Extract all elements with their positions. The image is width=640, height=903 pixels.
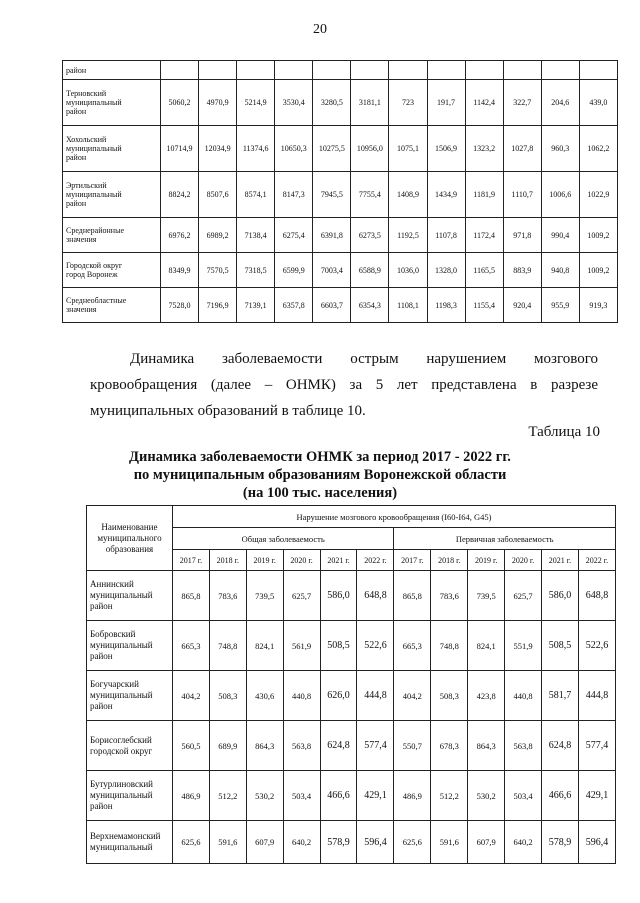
value-cell: 591,6 bbox=[431, 821, 468, 864]
value-cell: 1108,1 bbox=[389, 288, 427, 323]
value-cell: 10650,3 bbox=[275, 126, 313, 172]
value-cell: 563,8 bbox=[505, 721, 542, 771]
value-cell: 7003,4 bbox=[313, 253, 351, 288]
row-name-line: Городской округ bbox=[66, 261, 123, 270]
value-cell: 3280,5 bbox=[313, 80, 351, 126]
value-cell: 824,1 bbox=[246, 621, 283, 671]
value-cell: 1181,9 bbox=[465, 172, 503, 218]
value-cell: 748,8 bbox=[209, 621, 246, 671]
row-name-cell bbox=[87, 671, 173, 721]
value-cell: 1062,2 bbox=[579, 126, 617, 172]
row-name-line: район bbox=[90, 601, 113, 611]
title-line: по муниципальным образованиям Воронежской области bbox=[133, 467, 507, 483]
row-name-line: муниципальный bbox=[90, 590, 153, 600]
value-cell: 508,3 bbox=[431, 671, 468, 721]
value-cell: 8574,1 bbox=[237, 172, 275, 218]
value-cell: 1009,2 bbox=[579, 218, 617, 253]
value-cell: 8507,6 bbox=[199, 172, 237, 218]
value-cell: 865,8 bbox=[394, 571, 431, 621]
row-name-cell bbox=[63, 288, 161, 323]
value-cell: 640,2 bbox=[283, 821, 320, 864]
value-cell: 7318,5 bbox=[237, 253, 275, 288]
row-name-line: Эртильский bbox=[66, 181, 107, 190]
row-name-line: район bbox=[90, 651, 113, 661]
year-header-cell: 2022 г. bbox=[357, 550, 394, 571]
row-name-line: муниципальный bbox=[90, 842, 153, 852]
value-cell: 512,2 bbox=[209, 771, 246, 821]
value-cell: 748,8 bbox=[431, 621, 468, 671]
value-cell: 578,9 bbox=[542, 821, 579, 864]
row-name-cell bbox=[87, 821, 173, 864]
row-name-line: Аннинский bbox=[90, 579, 134, 589]
value-cell: 596,4 bbox=[578, 821, 615, 864]
value-cell: 1075,1 bbox=[389, 126, 427, 172]
value-cell: 3530,4 bbox=[275, 80, 313, 126]
row-name-line: Верхнемамонский bbox=[90, 831, 161, 841]
table-row bbox=[63, 126, 618, 172]
row-name-line: район bbox=[66, 199, 87, 208]
value-cell: 1408,9 bbox=[389, 172, 427, 218]
value-cell: 551,9 bbox=[505, 621, 542, 671]
row-name-line: Богучарский bbox=[90, 679, 139, 689]
value-cell: 591,6 bbox=[209, 821, 246, 864]
value-cell: 1506,9 bbox=[427, 126, 465, 172]
value-cell: 560,5 bbox=[172, 721, 209, 771]
value-cell: 1022,9 bbox=[579, 172, 617, 218]
value-cell: 625,6 bbox=[172, 821, 209, 864]
row-name-line: городской округ bbox=[90, 745, 153, 756]
value-cell: 191,7 bbox=[427, 80, 465, 126]
value-cell: 466,6 bbox=[320, 771, 357, 821]
value-cell: 6599,9 bbox=[275, 253, 313, 288]
row-name-line: район bbox=[90, 701, 113, 711]
value-cell: 624,8 bbox=[320, 721, 357, 771]
table-label: Таблица 10 bbox=[528, 424, 600, 440]
table-row bbox=[63, 172, 618, 218]
value-cell: 665,3 bbox=[172, 621, 209, 671]
value-cell: 444,8 bbox=[578, 671, 615, 721]
row-name-cell bbox=[87, 721, 173, 771]
table-10 bbox=[86, 505, 616, 864]
year-header-cell: 2018 г. bbox=[431, 550, 468, 571]
value-cell: 550,7 bbox=[394, 721, 431, 771]
year-header-cell: 2017 г. bbox=[394, 550, 431, 571]
row-name-cell bbox=[63, 172, 161, 218]
value-cell: 429,1 bbox=[578, 771, 615, 821]
value-cell: 4970,9 bbox=[199, 80, 237, 126]
value-cell: 10714,9 bbox=[160, 126, 198, 172]
value-cell: 648,8 bbox=[357, 571, 394, 621]
year-header-cell: 2020 г. bbox=[283, 550, 320, 571]
value-cell: 444,8 bbox=[357, 671, 394, 721]
table-row bbox=[87, 721, 616, 771]
value-cell: 404,2 bbox=[172, 671, 209, 721]
value-cell: 1142,4 bbox=[465, 80, 503, 126]
row-name-line: Терновский bbox=[66, 89, 107, 98]
table-row bbox=[87, 571, 616, 621]
row-name-line: район bbox=[90, 801, 113, 811]
value-cell: 6588,9 bbox=[351, 253, 389, 288]
value-cell: 783,6 bbox=[209, 571, 246, 621]
value-cell: 640,2 bbox=[505, 821, 542, 864]
page-number: 20 bbox=[313, 22, 327, 37]
value-cell: 204,6 bbox=[541, 80, 579, 126]
value-cell: 577,4 bbox=[578, 721, 615, 771]
value-cell: 940,8 bbox=[541, 253, 579, 288]
value-cell: 12034,9 bbox=[199, 126, 237, 172]
table-row bbox=[87, 621, 616, 671]
value-cell: 6976,2 bbox=[160, 218, 198, 253]
row-name-cell bbox=[63, 126, 161, 172]
value-cell: 920,4 bbox=[503, 288, 541, 323]
value-cell: 864,3 bbox=[246, 721, 283, 771]
table-title bbox=[60, 448, 580, 502]
year-header-cell: 2017 г. bbox=[172, 550, 209, 571]
value-cell: 8349,9 bbox=[160, 253, 198, 288]
table-row bbox=[87, 771, 616, 821]
value-cell: 6603,7 bbox=[313, 288, 351, 323]
body-paragraph bbox=[90, 346, 598, 424]
value-cell: 322,7 bbox=[503, 80, 541, 126]
value-cell: 530,2 bbox=[246, 771, 283, 821]
value-cell: 503,4 bbox=[505, 771, 542, 821]
table-row bbox=[63, 61, 618, 80]
value-cell: 10275,5 bbox=[313, 126, 351, 172]
value-cell: 1328,0 bbox=[427, 253, 465, 288]
table-row bbox=[63, 253, 618, 288]
value-cell: 739,5 bbox=[468, 571, 505, 621]
value-cell: 665,3 bbox=[394, 621, 431, 671]
value-cell: 439,0 bbox=[579, 80, 617, 126]
title-line: (на 100 тыс. населения) bbox=[242, 485, 398, 501]
value-cell: 503,4 bbox=[283, 771, 320, 821]
value-cell: 1434,9 bbox=[427, 172, 465, 218]
value-cell: 561,9 bbox=[283, 621, 320, 671]
subheader-total: Общая заболеваемость bbox=[172, 528, 393, 550]
row-name-line: район bbox=[66, 107, 87, 116]
value-cell: 10956,0 bbox=[351, 126, 389, 172]
row-name-line: муниципальный bbox=[90, 790, 153, 800]
row-name-line: значения bbox=[66, 305, 97, 314]
value-cell: 440,8 bbox=[505, 671, 542, 721]
row-name-line: муниципальный bbox=[90, 640, 153, 650]
top-data-table bbox=[62, 60, 618, 323]
row-name-line: Бобровский bbox=[90, 629, 136, 639]
value-cell: 625,7 bbox=[283, 571, 320, 621]
row-name-line: район bbox=[66, 153, 87, 162]
value-cell: 7196,9 bbox=[199, 288, 237, 323]
value-cell: 586,0 bbox=[320, 571, 357, 621]
value-cell: 6354,3 bbox=[351, 288, 389, 323]
value-cell: 919,3 bbox=[579, 288, 617, 323]
value-cell: 824,1 bbox=[468, 621, 505, 671]
table-row bbox=[63, 218, 618, 253]
year-header-cell: 2019 г. bbox=[468, 550, 505, 571]
row-name-line: муниципальный bbox=[66, 98, 122, 107]
paragraph-line: кровообращения (далее – ОНМК) за 5 лет представлена в разрезе bbox=[90, 377, 598, 393]
value-cell: 689,9 bbox=[209, 721, 246, 771]
value-cell: 7755,4 bbox=[351, 172, 389, 218]
value-cell: 625,6 bbox=[394, 821, 431, 864]
subheader-primary: Первичная заболеваемость bbox=[394, 528, 616, 550]
value-cell: 626,0 bbox=[320, 671, 357, 721]
row-name-line: Бутурлиновский bbox=[90, 779, 153, 789]
value-cell: 8147,3 bbox=[275, 172, 313, 218]
value-cell: 1036,0 bbox=[389, 253, 427, 288]
value-cell: 578,9 bbox=[320, 821, 357, 864]
value-cell: 678,3 bbox=[431, 721, 468, 771]
row-name-line: Борисоглебский bbox=[90, 734, 152, 745]
row-name-cell bbox=[63, 80, 161, 126]
value-cell: 429,1 bbox=[357, 771, 394, 821]
value-cell: 739,5 bbox=[246, 571, 283, 621]
row-name-cell bbox=[63, 253, 161, 288]
value-cell: 5060,2 bbox=[160, 80, 198, 126]
row-name-line: муниципальный bbox=[66, 144, 122, 153]
value-cell: 6357,8 bbox=[275, 288, 313, 323]
table-row bbox=[87, 671, 616, 721]
value-cell: 865,8 bbox=[172, 571, 209, 621]
value-cell: 607,9 bbox=[246, 821, 283, 864]
title-line: Динамика заболеваемости ОНМК за период 2017 - 2022 гг. bbox=[129, 449, 511, 465]
paragraph-line: Динамика заболеваемости острым нарушением мозгового bbox=[130, 351, 598, 367]
value-cell: 486,9 bbox=[394, 771, 431, 821]
row-name-cell bbox=[87, 771, 173, 821]
value-cell: 512,2 bbox=[431, 771, 468, 821]
value-cell: 486,9 bbox=[172, 771, 209, 821]
table-row bbox=[87, 821, 616, 864]
value-cell: 864,3 bbox=[468, 721, 505, 771]
value-cell: 6273,5 bbox=[351, 218, 389, 253]
row-name-line: Среднеобластные bbox=[66, 296, 127, 305]
value-cell: 508,5 bbox=[542, 621, 579, 671]
value-cell: 648,8 bbox=[578, 571, 615, 621]
value-cell: 1165,5 bbox=[465, 253, 503, 288]
value-cell: 7138,4 bbox=[237, 218, 275, 253]
row-name-cell bbox=[63, 218, 161, 253]
value-cell: 440,8 bbox=[283, 671, 320, 721]
table-row bbox=[63, 288, 618, 323]
row-name-line: город Воронеж bbox=[66, 270, 118, 279]
value-cell: 3181,1 bbox=[351, 80, 389, 126]
value-cell: 586,0 bbox=[542, 571, 579, 621]
group-header: Нарушение мозгового кровообращения (I60-I64, G45) bbox=[172, 506, 615, 528]
value-cell: 522,6 bbox=[357, 621, 394, 671]
value-cell: 5214,9 bbox=[237, 80, 275, 126]
row-name-cell: район bbox=[63, 61, 161, 80]
value-cell: 563,8 bbox=[283, 721, 320, 771]
value-cell: 625,7 bbox=[505, 571, 542, 621]
year-header-cell: 2019 г. bbox=[246, 550, 283, 571]
value-cell: 508,3 bbox=[209, 671, 246, 721]
value-cell: 430,6 bbox=[246, 671, 283, 721]
value-cell: 960,3 bbox=[541, 126, 579, 172]
value-cell: 1107,8 bbox=[427, 218, 465, 253]
value-cell: 404,2 bbox=[394, 671, 431, 721]
paragraph-line: муниципальных образований в таблице 10. bbox=[90, 403, 366, 419]
row-name-line: значения bbox=[66, 235, 97, 244]
value-cell: 624,8 bbox=[542, 721, 579, 771]
value-cell: 423,8 bbox=[468, 671, 505, 721]
year-header-cell: 2020 г. bbox=[505, 550, 542, 571]
value-cell: 466,6 bbox=[542, 771, 579, 821]
year-header-cell: 2022 г. bbox=[578, 550, 615, 571]
value-cell: 1198,3 bbox=[427, 288, 465, 323]
value-cell: 723 bbox=[389, 80, 427, 126]
value-cell: 522,6 bbox=[578, 621, 615, 671]
value-cell: 596,4 bbox=[357, 821, 394, 864]
value-cell: 1006,6 bbox=[541, 172, 579, 218]
value-cell: 11374,6 bbox=[237, 126, 275, 172]
value-cell: 607,9 bbox=[468, 821, 505, 864]
value-cell: 8824,2 bbox=[160, 172, 198, 218]
value-cell: 1155,4 bbox=[465, 288, 503, 323]
year-header-cell: 2018 г. bbox=[209, 550, 246, 571]
value-cell: 1192,5 bbox=[389, 218, 427, 253]
value-cell: 6989,2 bbox=[199, 218, 237, 253]
value-cell: 7528,0 bbox=[160, 288, 198, 323]
value-cell: 6391,8 bbox=[313, 218, 351, 253]
value-cell: 6275,4 bbox=[275, 218, 313, 253]
value-cell: 530,2 bbox=[468, 771, 505, 821]
value-cell: 955,9 bbox=[541, 288, 579, 323]
value-cell: 971,8 bbox=[503, 218, 541, 253]
value-cell: 581,7 bbox=[542, 671, 579, 721]
value-cell: 990,4 bbox=[541, 218, 579, 253]
row-name-line: Среднерайонные bbox=[66, 226, 125, 235]
table-header-row bbox=[87, 506, 616, 528]
value-cell: 7139,1 bbox=[237, 288, 275, 323]
value-cell: 577,4 bbox=[357, 721, 394, 771]
value-cell: 1172,4 bbox=[465, 218, 503, 253]
row-name-cell bbox=[87, 571, 173, 621]
value-cell: 1323,2 bbox=[465, 126, 503, 172]
row-name-line: Хохольский bbox=[66, 135, 107, 144]
value-cell: 508,5 bbox=[320, 621, 357, 671]
year-header-cell: 2021 г. bbox=[542, 550, 579, 571]
row-name-line: муниципальный bbox=[90, 690, 153, 700]
value-cell: 7570,5 bbox=[199, 253, 237, 288]
value-cell: 7945,5 bbox=[313, 172, 351, 218]
row-name-line: муниципальный bbox=[66, 190, 122, 199]
value-cell: 1009,2 bbox=[579, 253, 617, 288]
value-cell: 783,6 bbox=[431, 571, 468, 621]
column-header-name: Наименование муниципального образования bbox=[87, 506, 173, 571]
year-header-cell: 2021 г. bbox=[320, 550, 357, 571]
row-name-cell bbox=[87, 621, 173, 671]
value-cell: 883,9 bbox=[503, 253, 541, 288]
value-cell: 1110,7 bbox=[503, 172, 541, 218]
value-cell: 1027,8 bbox=[503, 126, 541, 172]
table-row bbox=[63, 80, 618, 126]
